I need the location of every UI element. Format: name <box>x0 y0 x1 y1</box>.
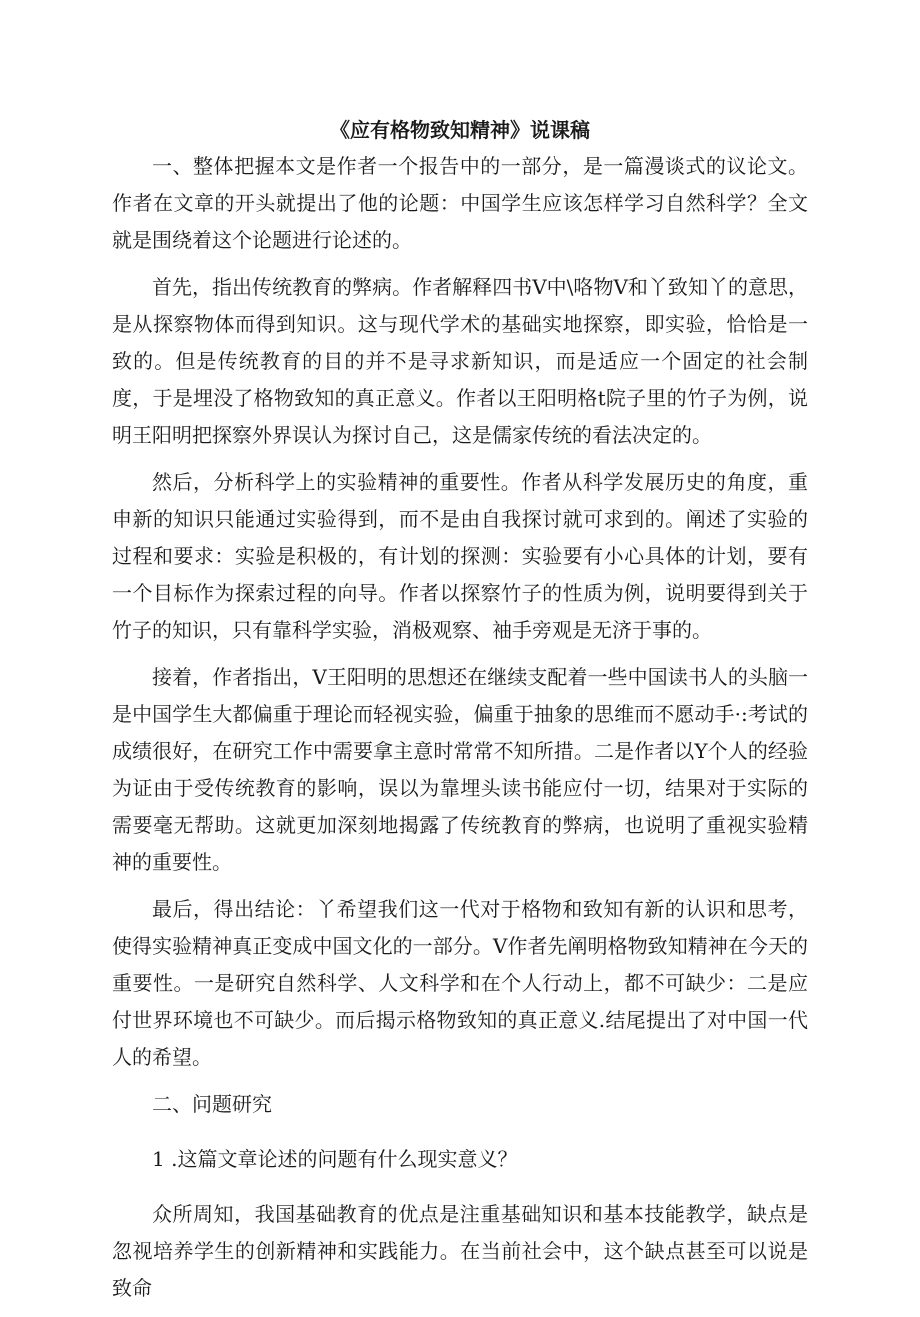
document-title: 《应有格物致知精神》说课稿 <box>330 118 590 142</box>
paragraph-finally: 最后，得出结论：丫希望我们这一代对于格物和致知有新的认识和思考，使得实验精神真正变成中国文化的一部分。V作者先阐明格物致知精神在今天的重要性。一是研究自然科学、人文科学和在个人行动上，都不可缺少：二是应付世界环境也不可缺少。而后揭示格物致知的真正意义.结尾提出了对中国一代人的希望。 <box>112 897 808 1069</box>
paragraph-first: 首先，指出传统教育的弊病。作者解释四书V中\咯物V和丫致知丫的意思，是从探察物体而得到知识。这与现代学术的基础实地探察，即实验，恰恰是一致的。但是传统教育的目的并不是寻求新知识，而是适应一个固定的社会制度，于是埋没了格物致知的真正意义。作者以王阳明格t院子里的竹子为例，说明王阳明把探察外界误认为探讨自己，这是儒家传统的看法决定的。 <box>112 275 808 447</box>
question-heading: 1 .这篇文章论述的问题有什么现实意义？ <box>152 1147 518 1171</box>
section-heading-problem-study: 二、问题研究 <box>152 1092 272 1116</box>
paragraph-overview: 一、整体把握本文是作者一个报告中的一部分，是一篇漫谈式的议论文。作者在文章的开头就提出了他的论题：中国学生应该怎样学习自然科学？全文就是围绕着这个论题进行论述的。 <box>112 154 808 252</box>
paragraph-then: 然后，分析科学上的实验精神的重要性。作者从科学发展历史的角度，重申新的知识只能通过实验得到，而不是由自我探讨就可求到的。阐述了实验的过程和要求：实验是积极的，有计划的探测：实验要有小心具体的计划，要有一个目标作为探索过程的向导。作者以探察竹子的性质为例，说明要得到关于竹子的知识，只有靠科学实验，消极观察、袖手旁观是无济于事的。 <box>112 470 808 642</box>
paragraph-next: 接着，作者指出，V王阳明的思想还在继续支配着一些中国读书人的头脑一是中国学生大都偏重于理论而轻视实验，偏重于抽象的思维而不愿动手·:考试的成绩很好，在研究工作中需要拿主意时常常不知所措。二是作者以Y个人的经验为证由于受传统教育的影响，误以为靠埋头读书能应付一切，结果对于实际的需要毫无帮助。这就更加深刻地揭露了传统教育的弊病，也说明了重视实验精神的重要性。 <box>112 665 808 874</box>
document-body <box>112 148 808 1317</box>
paragraph-answer: 众所周知，我国基础教育的优点是注重基础知识和基本技能教学，缺点是忽视培养学生的创新精神和实践能力。在当前社会中，这个缺点甚至可以说是致命 <box>112 1202 808 1300</box>
